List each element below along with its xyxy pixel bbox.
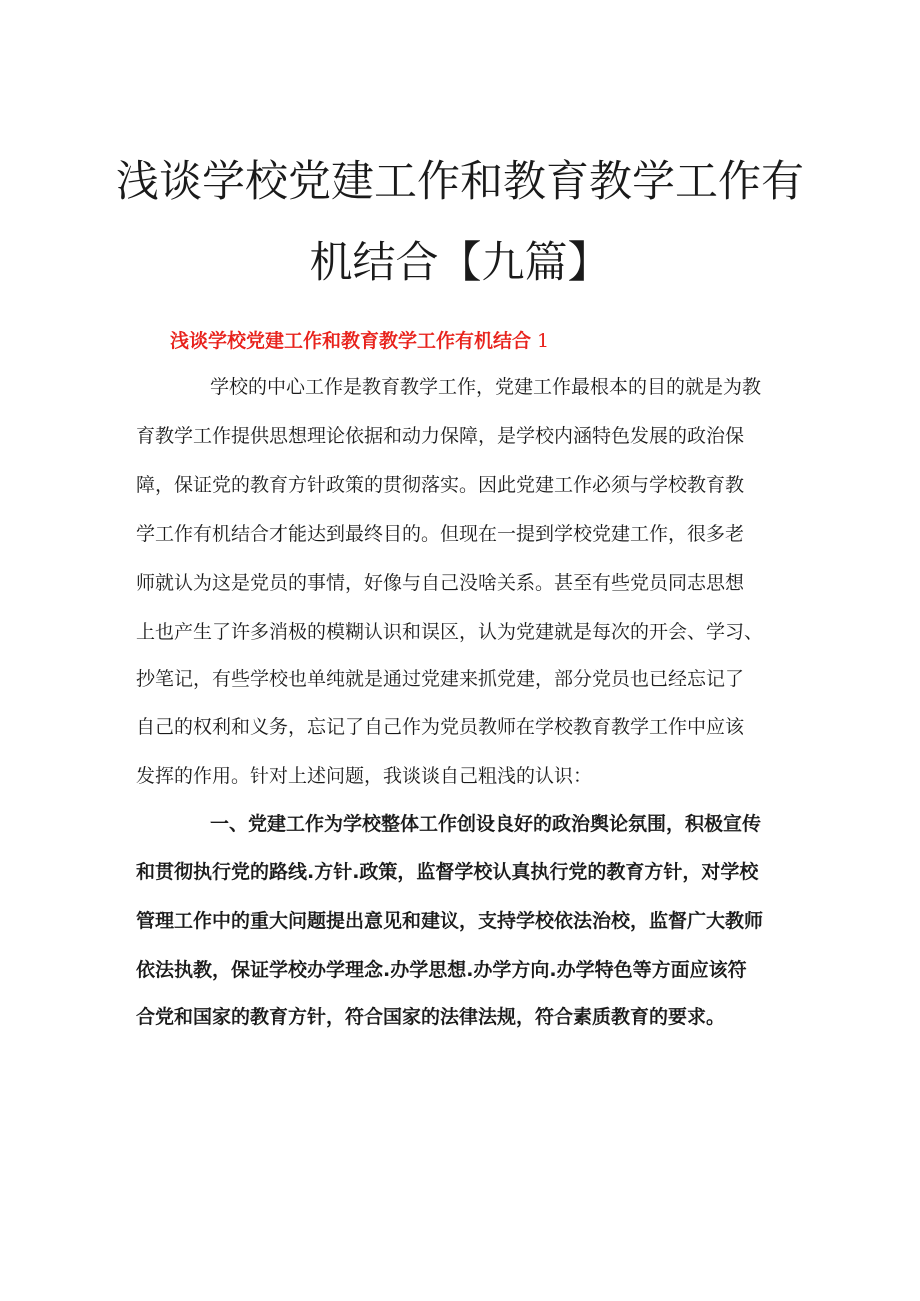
paragraph-1-line: 自己的权利和义务，忘记了自己作为党员教师在学校教育教学工作中应该 xyxy=(136,716,745,738)
document-title-line-2: 机结合【九篇】 xyxy=(309,238,611,288)
paragraph-1-line: 师就认为这是党员的事情，好像与自己没啥关系。甚至有些党员同志思想 xyxy=(136,572,745,594)
paragraph-1-line: 障，保证党的教育方针政策的贯彻落实。因此党建工作必须与学校教育教 xyxy=(136,474,745,496)
paragraph-2-line: 合党和国家的教育方针，符合国家的法律法规，符合素质教育的要求。 xyxy=(136,1006,726,1028)
subheading-number: 1 xyxy=(537,330,550,352)
paragraph-2-line: 和贯彻执行党的路线.方针.政策，监督学校认真执行党的教育方针，对学校 xyxy=(136,861,759,883)
paragraph-1-line: 学工作有机结合才能达到最终目的。但现在一提到学校党建工作，很多老 xyxy=(136,523,745,545)
paragraph-1-line: 育教学工作提供思想理论依据和动力保障，是学校内涵特色发展的政治保 xyxy=(136,425,745,447)
section-subheading xyxy=(170,326,549,353)
paragraph-2-line: 依法执教，保证学校办学理念.办学思想.办学方向.办学特色等方面应该符 xyxy=(136,959,747,981)
subheading-text: 浅谈学校党建工作和教育教学工作有机结合 xyxy=(170,330,532,352)
paragraph-1-line: 学校的中心工作是教育教学工作，党建工作最根本的目的就是为教 xyxy=(210,376,762,398)
paragraph-1-line: 抄笔记，有些学校也单纯就是通过党建来抓党建，部分党员也已经忘记了 xyxy=(136,668,745,690)
paragraph-2-line: 一、党建工作为学校整体工作创设良好的政治舆论氛围，积极宣传 xyxy=(210,813,762,835)
document-title-line-1: 浅谈学校党建工作和教育教学工作有 xyxy=(116,157,804,207)
paragraph-1-line: 发挥的作用。针对上述问题，我谈谈自己粗浅的认识： xyxy=(136,765,593,787)
paragraph-2-line: 管理工作中的重大问题提出意见和建议，支持学校依法治校，监督广大教师 xyxy=(136,910,764,932)
paragraph-1-line: 上也产生了许多消极的模糊认识和误区，认为党建就是每次的开会、学习、 xyxy=(136,621,764,643)
